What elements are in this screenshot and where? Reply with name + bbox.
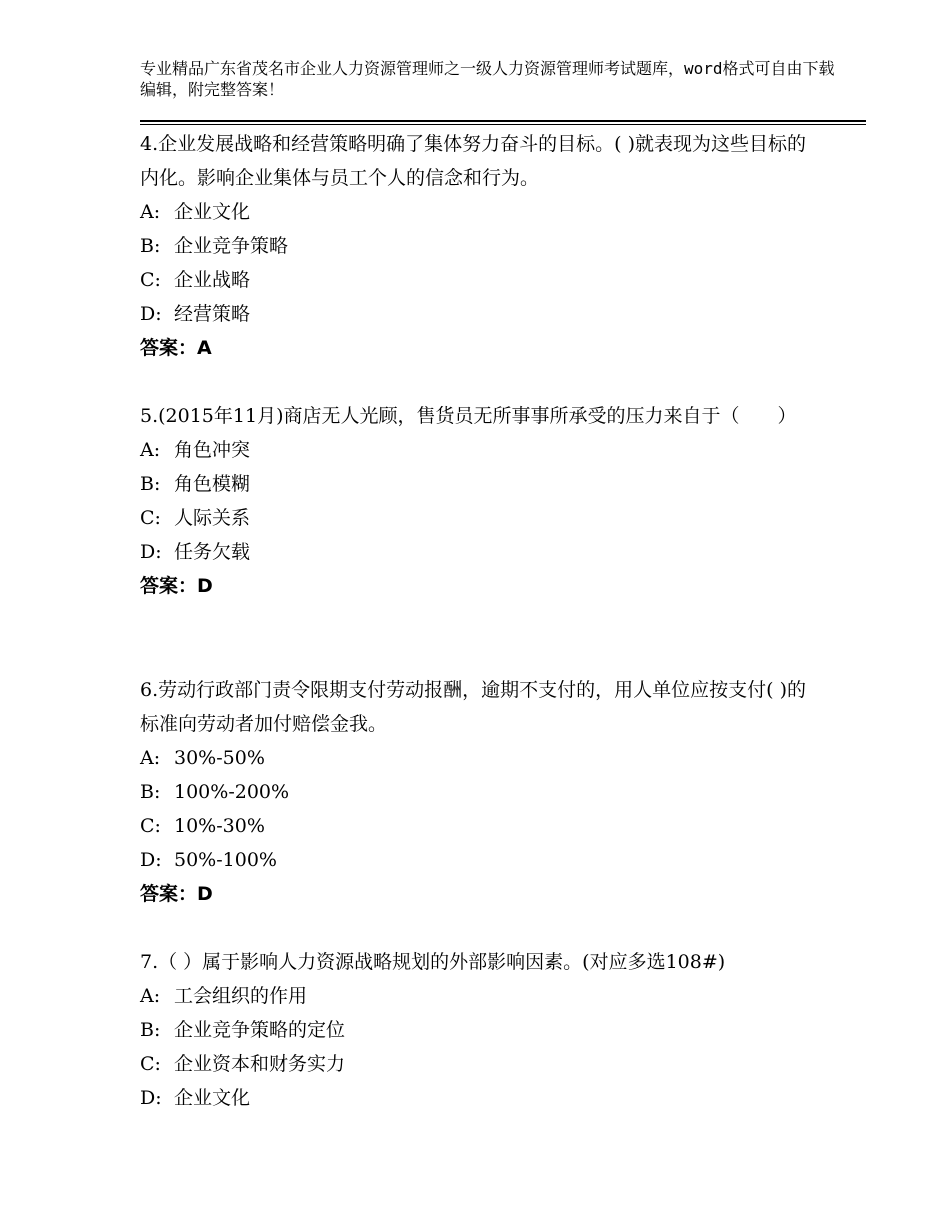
option-letter: B: (140, 1019, 161, 1041)
question-stem: 5.(2015年11月)商店无人光顾，售货员无所事事所承受的压力来自于（ ） (140, 405, 797, 427)
option-text: 企业文化 (174, 1087, 251, 1109)
option-a (140, 741, 820, 775)
question-stem: 4.企业发展战略和经营策略明确了集体努力奋斗的目标。( )就表现为这些目标的内化。影响企业集体与员工个人的信念和行为。 (140, 133, 806, 189)
option-letter: B: (140, 781, 161, 803)
option-letter: B: (140, 473, 161, 495)
option-d (140, 843, 820, 877)
question-block (140, 945, 820, 1115)
option-text: 角色冲突 (174, 439, 251, 461)
option-letter: B: (140, 235, 161, 257)
answer-label: 答案：D (140, 883, 213, 905)
option-letter: C: (140, 815, 161, 837)
option-d (140, 297, 820, 331)
option-text: 企业竞争策略的定位 (174, 1019, 346, 1041)
option-letter: A: (140, 201, 161, 223)
option-text: 企业战略 (174, 269, 251, 291)
option-letter: C: (140, 269, 161, 291)
option-letter: D: (140, 303, 162, 325)
option-text: 人际关系 (174, 507, 251, 529)
header-rule-thick (140, 120, 866, 122)
option-a (140, 195, 820, 229)
header-rule-thin (140, 124, 866, 125)
option-text: 50%-100% (174, 849, 277, 871)
question-block (140, 127, 820, 365)
option-letter: D: (140, 849, 162, 871)
option-text: 经营策略 (174, 303, 251, 325)
option-letter: C: (140, 1053, 161, 1075)
option-text: 10%-30% (174, 815, 265, 837)
option-letter: D: (140, 1087, 162, 1109)
answer-label: 答案：D (140, 575, 213, 597)
option-letter: A: (140, 985, 161, 1007)
option-letter: A: (140, 747, 161, 769)
option-text: 100%-200% (174, 781, 290, 803)
option-letter: C: (140, 507, 161, 529)
document-header (140, 58, 840, 100)
option-c (140, 809, 820, 843)
option-text: 企业资本和财务实力 (174, 1053, 346, 1075)
option-letter: A: (140, 439, 161, 461)
option-text: 工会组织的作用 (174, 985, 308, 1007)
option-text: 角色模糊 (174, 473, 251, 495)
option-text: 企业文化 (174, 201, 251, 223)
question-block (140, 399, 820, 603)
option-b (140, 1013, 820, 1047)
answer-label: 答案：A (140, 337, 212, 359)
question-block (140, 673, 820, 911)
option-text: 企业竞争策略 (174, 235, 289, 257)
option-b (140, 775, 820, 809)
option-a (140, 979, 820, 1013)
option-c (140, 263, 820, 297)
option-d (140, 535, 820, 569)
option-c (140, 501, 820, 535)
option-b (140, 229, 820, 263)
option-letter: D: (140, 541, 162, 563)
question-stem: 7.（ ）属于影响人力资源战略规划的外部影响因素。(对应多选108#) (140, 951, 726, 973)
option-text: 30%-50% (174, 747, 265, 769)
option-d (140, 1081, 820, 1115)
header-text: 专业精品广东省茂名市企业人力资源管理师之一级人力资源管理师考试题库，word格式可自由下载编辑，附完整答案！ (140, 59, 835, 99)
option-text: 任务欠载 (174, 541, 251, 563)
option-b (140, 467, 820, 501)
question-stem: 6.劳动行政部门责令限期支付劳动报酬，逾期不支付的，用人单位应按支付( )的标准向劳动者加付赔偿金我。 (140, 679, 806, 735)
option-c (140, 1047, 820, 1081)
option-a (140, 433, 820, 467)
